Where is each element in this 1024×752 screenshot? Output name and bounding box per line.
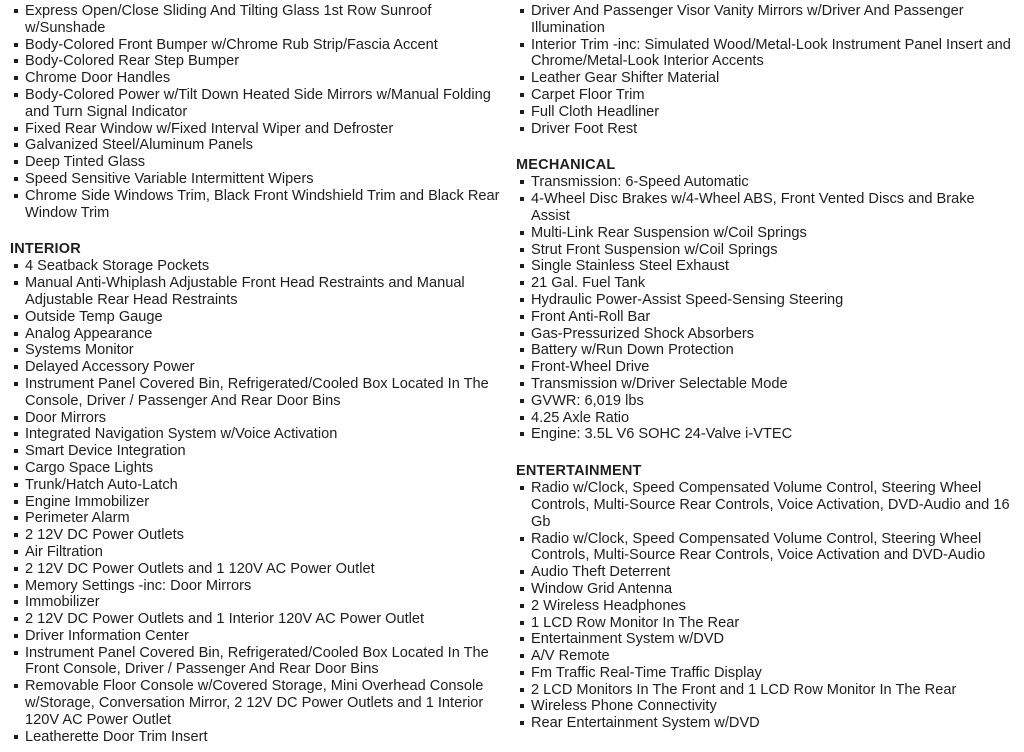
mechanical-heading: MECHANICAL [516,157,616,174]
list-item: Systems Monitor [10,342,510,359]
list-item: 21 Gal. Fuel Tank [516,275,1016,292]
list-item: Battery w/Run Down Protection [516,342,1016,359]
interior-continued-section [516,3,1016,137]
list-item: Speed Sensitive Variable Intermittent Wipers [10,171,510,188]
list-item: Door Mirrors [10,410,510,427]
list-item: Cargo Space Lights [10,460,510,477]
list-item: Audio Theft Deterrent [516,564,1016,581]
list-item: Multi-Link Rear Suspension w/Coil Springs [516,225,1016,242]
list-item: Radio w/Clock, Speed Compensated Volume Control, Steering Wheel Controls, Multi-Source Rear Controls, Voice Activation, DVD-Audio and 16 Gb [516,480,1016,530]
list-item: Immobilizer [10,594,510,611]
mechanical-section [516,157,1016,443]
list-item: 1 LCD Row Monitor In The Rear [516,615,1016,632]
list-item: 2 LCD Monitors In The Front and 1 LCD Row Monitor In The Rear [516,682,1016,699]
list-item: 4 Seatback Storage Pockets [10,258,510,275]
list-item: Air Filtration [10,544,510,561]
list-item: GVWR: 6,019 lbs [516,393,1016,410]
interior-continued-list [516,3,1016,137]
list-item: 2 Wireless Headphones [516,598,1016,615]
list-item: Strut Front Suspension w/Coil Springs [516,242,1016,259]
list-item: Fixed Rear Window w/Fixed Interval Wiper and Defroster [10,121,510,138]
list-item: Window Grid Antenna [516,581,1016,598]
list-item: Fm Traffic Real-Time Traffic Display [516,665,1016,682]
list-item: 2 12V DC Power Outlets [10,527,510,544]
list-item: Front Anti-Roll Bar [516,309,1016,326]
entertainment-list [516,480,1016,732]
left-column [10,3,510,745]
list-item: Trunk/Hatch Auto-Latch [10,477,510,494]
list-item: Transmission w/Driver Selectable Mode [516,376,1016,393]
list-item: Smart Device Integration [10,443,510,460]
list-item: Body-Colored Front Bumper w/Chrome Rub Strip/Fascia Accent [10,37,510,54]
list-item: Engine: 3.5L V6 SOHC 24-Valve i-VTEC [516,426,1016,443]
list-item: Memory Settings -inc: Door Mirrors [10,578,510,595]
interior-section [10,241,510,745]
list-item: Front-Wheel Drive [516,359,1016,376]
list-item: Body-Colored Rear Step Bumper [10,53,510,70]
list-item: Leather Gear Shifter Material [516,70,1016,87]
exterior-section [10,3,510,221]
list-item: Engine Immobilizer [10,494,510,511]
list-item: Radio w/Clock, Speed Compensated Volume Control, Steering Wheel Controls, Multi-Source Rear Controls, Voice Activation and DVD-Audio [516,531,1016,565]
list-item: 4.25 Axle Ratio [516,410,1016,427]
list-item: Single Stainless Steel Exhaust [516,258,1016,275]
list-item: Rear Entertainment System w/DVD [516,715,1016,732]
interior-list [10,258,510,745]
list-item: Wireless Phone Connectivity [516,698,1016,715]
list-item: Full Cloth Headliner [516,104,1016,121]
list-item: Chrome Door Handles [10,70,510,87]
exterior-list [10,3,510,221]
list-item: Express Open/Close Sliding And Tilting Glass 1st Row Sunroof w/Sunshade [10,3,510,37]
right-column [516,3,1016,732]
list-item: Leatherette Door Trim Insert [10,729,510,746]
list-item: 2 12V DC Power Outlets and 1 Interior 120V AC Power Outlet [10,611,510,628]
list-item: Entertainment System w/DVD [516,631,1016,648]
entertainment-heading: ENTERTAINMENT [516,463,642,480]
list-item: Removable Floor Console w/Covered Storage, Mini Overhead Console w/Storage, Conversation Mirror, 2 12V DC Power Outlets and 1 Interior 120V AC Power Outlet [10,678,510,728]
list-item: Integrated Navigation System w/Voice Activation [10,426,510,443]
entertainment-section [516,463,1016,732]
list-item: A/V Remote [516,648,1016,665]
list-item: Hydraulic Power-Assist Speed-Sensing Steering [516,292,1016,309]
list-item: Transmission: 6-Speed Automatic [516,174,1016,191]
list-item: Deep Tinted Glass [10,154,510,171]
list-item: Galvanized Steel/Aluminum Panels [10,137,510,154]
list-item: Interior Trim -inc: Simulated Wood/Metal-Look Instrument Panel Insert and Chrome/Metal-Look Interior Accents [516,37,1016,71]
list-item: Analog Appearance [10,326,510,343]
list-item: Outside Temp Gauge [10,309,510,326]
list-item: Chrome Side Windows Trim, Black Front Windshield Trim and Black Rear Window Trim [10,188,510,222]
list-item: 4-Wheel Disc Brakes w/4-Wheel ABS, Front Vented Discs and Brake Assist [516,191,1016,225]
list-item: Manual Anti-Whiplash Adjustable Front Head Restraints and Manual Adjustable Rear Head Restraints [10,275,510,309]
list-item: Driver And Passenger Visor Vanity Mirrors w/Driver And Passenger Illumination [516,3,1016,37]
list-item: Carpet Floor Trim [516,87,1016,104]
list-item: Gas-Pressurized Shock Absorbers [516,326,1016,343]
list-item: Driver Foot Rest [516,121,1016,138]
list-item: Driver Information Center [10,628,510,645]
interior-heading: INTERIOR [10,241,81,258]
list-item: Body-Colored Power w/Tilt Down Heated Side Mirrors w/Manual Folding and Turn Signal Indicator [10,87,510,121]
list-item: 2 12V DC Power Outlets and 1 120V AC Power Outlet [10,561,510,578]
list-item: Perimeter Alarm [10,510,510,527]
list-item: Delayed Accessory Power [10,359,510,376]
list-item: Instrument Panel Covered Bin, Refrigerated/Cooled Box Located In The Front Console, Driver / Passenger And Rear Door Bins [10,645,510,679]
list-item: Instrument Panel Covered Bin, Refrigerated/Cooled Box Located In The Console, Driver / Passenger And Rear Door Bins [10,376,510,410]
mechanical-list [516,174,1016,443]
